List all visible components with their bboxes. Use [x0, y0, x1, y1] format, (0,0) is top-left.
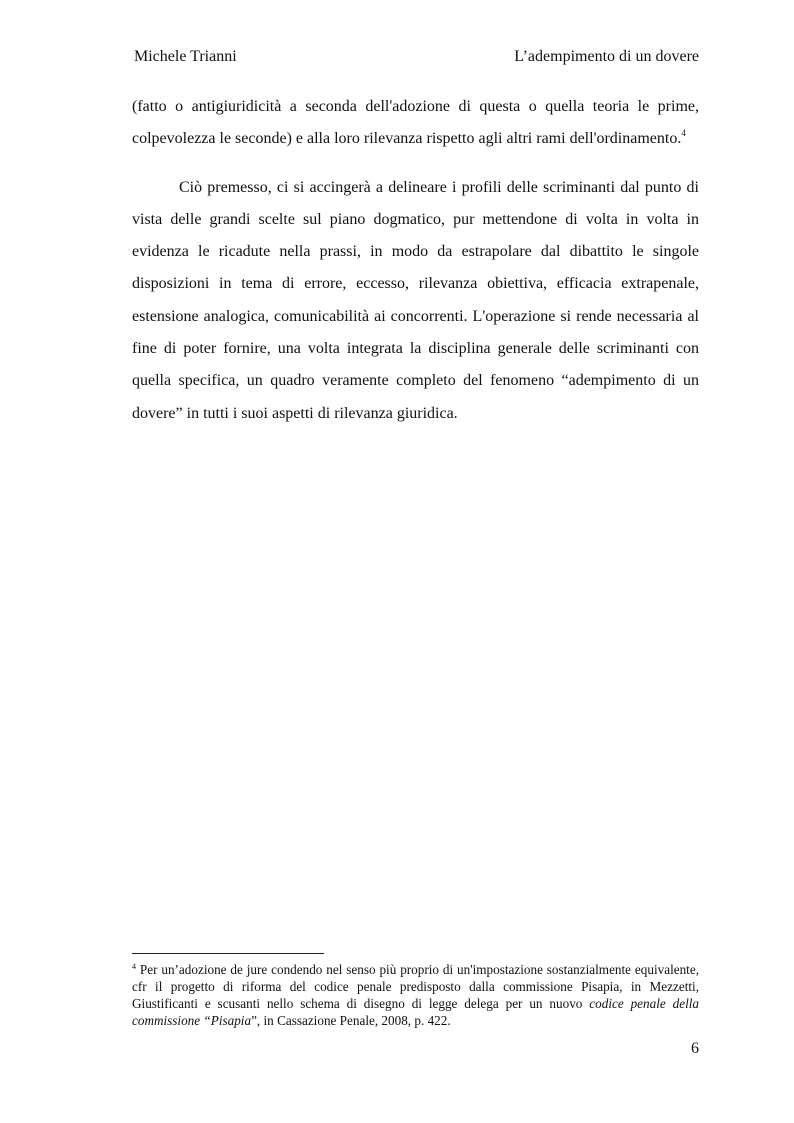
footnote	[132, 961, 699, 1029]
header-chapter-title: L’adempimento di un dovere	[514, 48, 699, 65]
footnote-reference: 4	[681, 128, 686, 139]
footnote-number: 4	[132, 962, 136, 971]
footnote-separator	[132, 953, 324, 954]
running-header	[134, 48, 699, 66]
paragraph-1	[132, 91, 699, 156]
paragraph-2: Ciò premesso, ci si accingerà a delineare i profili delle scriminanti dal punto di vista delle grandi scelte sul piano dogmatico, pur mettendone di volta in volta in evidenza le ricadute nella prassi, in modo da estrapolare dal dibattito le singole disposizioni in tema di errore, eccesso, rilevanza obiettiva, efficacia extrapenale, estensione analogica, comunicabilità ai concorrenti. L'operazione si rende necessaria al fine di poter fornire, una volta integrata la disciplina generale delle scriminanti con quella specifica, un quadro veramente completo del fenomeno “adempimento di un dovere” in tutti i suoi aspetti di rilevanza giuridica.	[132, 178, 699, 422]
footnote-text-1: Per un’adozione de jure condendo nel senso più proprio di un'impostazione sostanzialmente equivalente, cfr il progetto di riforma del codice penale predisposto dalla commissione Pisapia, in Mezzetti, Giustificanti e scusanti nello schema di disegno di legge delega per un nuovo	[132, 962, 699, 1011]
page-number: 6	[691, 1040, 699, 1057]
footnote-italic-title: codice penale della commissione “Pisapia	[132, 996, 699, 1028]
paragraph-1-text: (fatto o antigiuridicità a seconda dell'adozione di questa o quella teoria le prime, colpevolezza le seconde) e alla loro rilevanza rispetto agli altri rami dell'ordinamento.	[132, 98, 699, 148]
footnote-text-2: ”, in Cassazione Penale, 2008, p. 422.	[251, 1013, 451, 1028]
main-text	[132, 91, 699, 430]
header-author: Michele Trianni	[134, 48, 237, 65]
